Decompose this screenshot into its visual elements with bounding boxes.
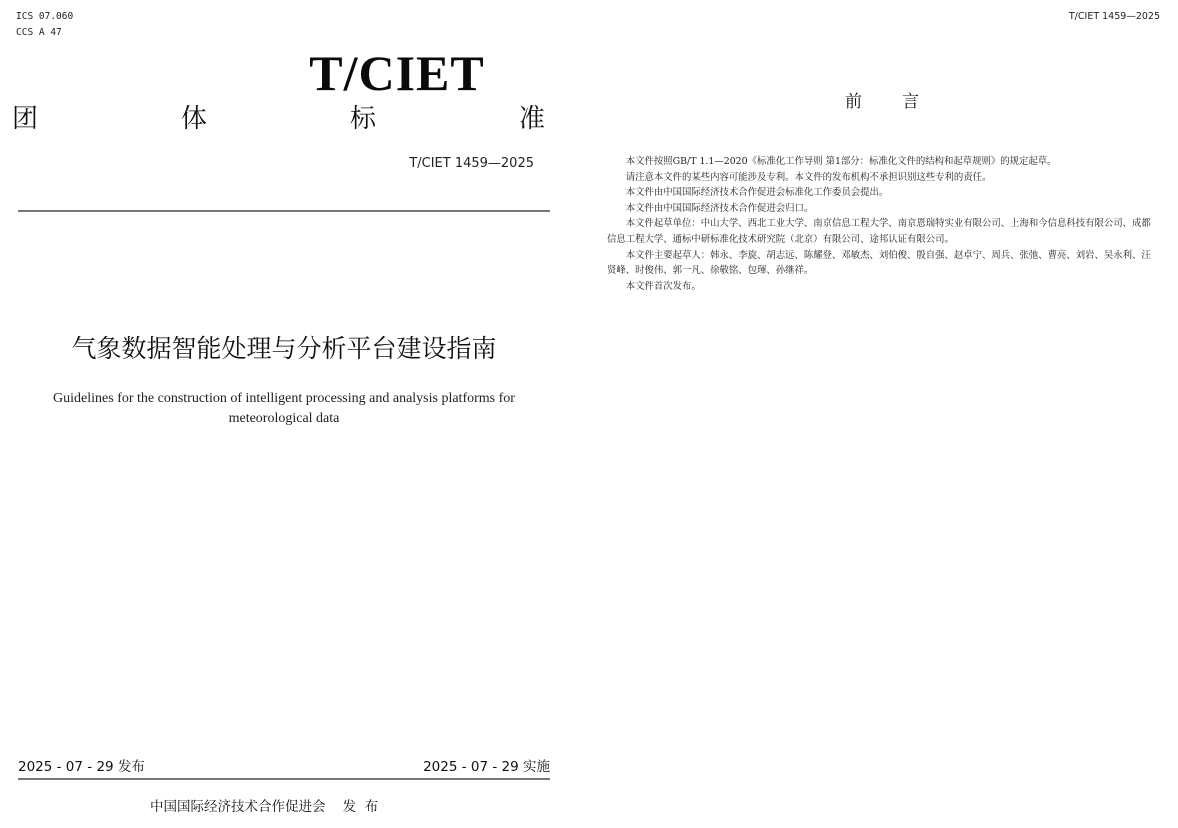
foreword-title: 前言 bbox=[845, 92, 959, 112]
document-title-cn: 气象数据智能处理与分析平台建设指南 bbox=[71, 334, 497, 363]
top-divider bbox=[18, 210, 550, 212]
standard-logo: T/CIET bbox=[309, 45, 485, 101]
foreword-paragraph: 本文件主要起草人：韩永、李旋、胡志远、陈耀登、邓敏杰、刘伯俊、殷自强、赵卓宁、周兵、张弛、曹亮、刘岩、吴永利、汪贤峰、时俊伟、郭一凡、徐敬铭、包琿、孙继祥。 bbox=[607, 249, 1151, 277]
foreword-paragraph: 本文件起草单位：中山大学、西北工业大学、南京信息工程大学、南京恩瑞特实业有限公司、上海和今信息科技有限公司、成都信息工程大学、通标中研标准化技术研究院（北京）有限公司、途邦认证有限公司。 bbox=[607, 218, 1151, 245]
ccs-code: CCS A 47 bbox=[16, 27, 62, 38]
group-standard-heading bbox=[12, 101, 545, 137]
classification-codes bbox=[16, 9, 73, 41]
group-standard-char: 团 bbox=[12, 104, 39, 134]
foreword-paragraph: 本文件首次发布。 bbox=[625, 280, 701, 292]
publish-date: 2025 - 07 - 29 发布 bbox=[18, 759, 145, 775]
ics-code: ICS 07.060 bbox=[16, 11, 74, 22]
group-standard-char: 准 bbox=[518, 104, 545, 134]
implement-date: 2025 - 07 - 29 实施 bbox=[423, 759, 550, 775]
foreword-paragraph: 请注意本文件的某些内容可能涉及专利。本文件的发布机构不承担识别这些专利的责任。 bbox=[625, 171, 992, 183]
standard-number: T/CIET 1459—2025 bbox=[409, 156, 534, 171]
document-title-en bbox=[22, 389, 546, 429]
bottom-divider bbox=[18, 778, 550, 780]
foreword-body bbox=[607, 154, 1160, 294]
group-standard-char: 标 bbox=[349, 104, 376, 134]
foreword-paragraph: 本文件按照GB/T 1.1—2020《标准化工作导则 第1部分：标准化文件的结构和起草规则》的规定起草。 bbox=[625, 156, 1057, 167]
group-standard-char: 体 bbox=[180, 104, 207, 134]
title-en-line: meteorological data bbox=[228, 411, 340, 426]
foreword-paragraph: 本文件由中国国际经济技术合作促进会标准化工作委员会提出。 bbox=[625, 187, 889, 199]
title-en-line: Guidelines for the construction of intelligent processing and analysis platforms for bbox=[53, 391, 515, 406]
publisher-line: 中国国际经济技术合作促进会 发 布 bbox=[150, 799, 379, 815]
foreword-paragraph: 本文件由中国国际经济技术合作促进会归口。 bbox=[625, 202, 814, 214]
header-standard-number: T/CIET 1459—2025 bbox=[1068, 11, 1160, 22]
